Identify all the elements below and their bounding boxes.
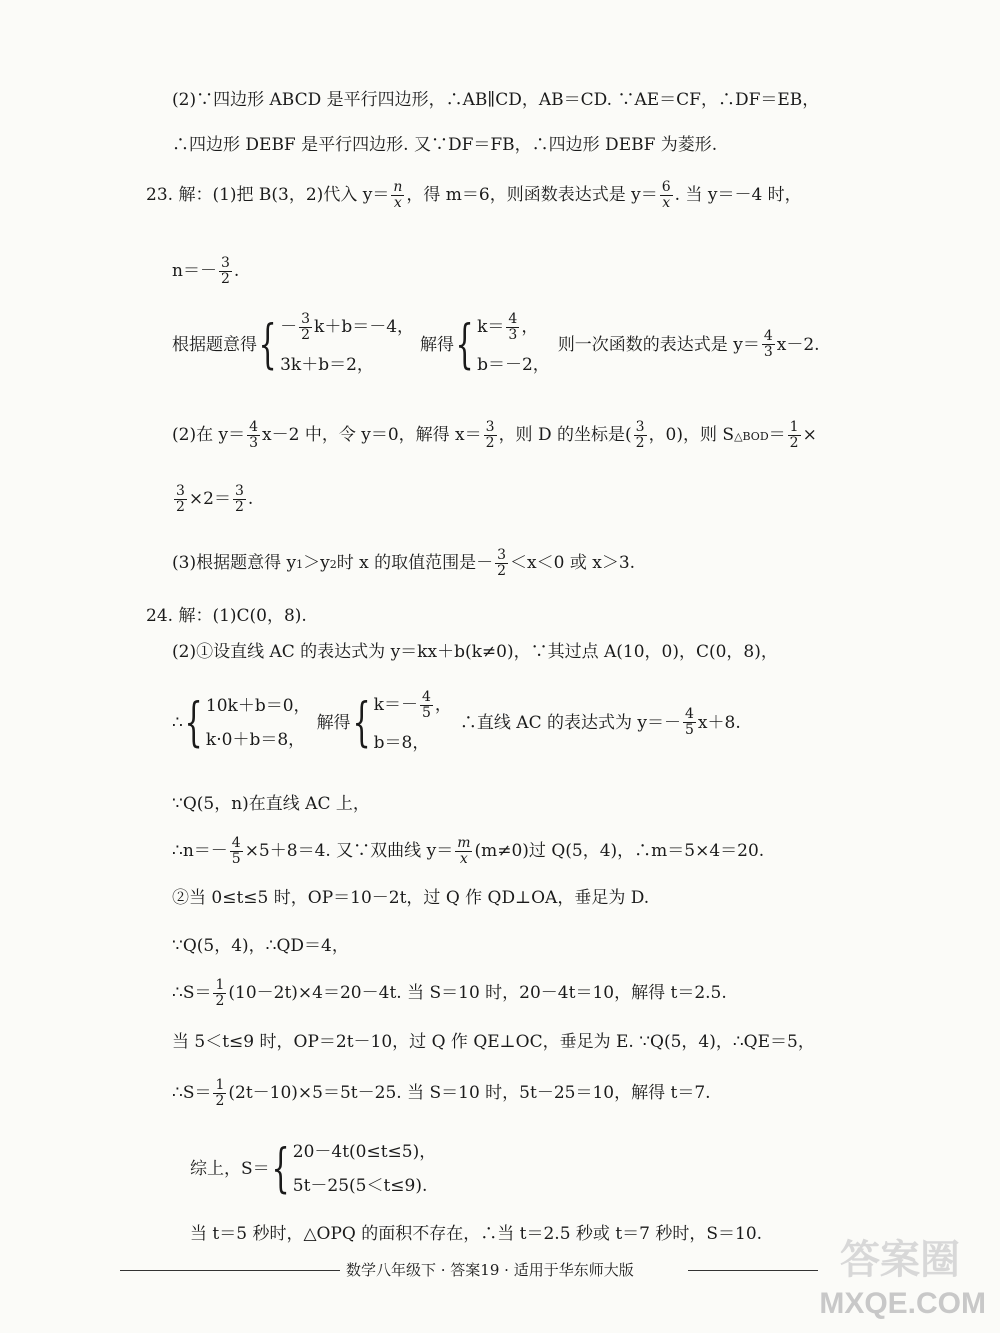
text: 根据题意得 [172,334,257,355]
text: x－2. [776,334,820,355]
line-rhombus-conclusion: ∴四边形 DEBF 是平行四边形. 又∵DF＝FB，∴四边形 DEBF 为菱形. [172,135,718,155]
line-q23-part2: (2)在 y＝ $\frac{4}{3}$ x－2 中，令 y＝0，解得 x＝ $\frac{3}{2}$ ，则 D 的坐标是( $\frac{3}{2}$ ，0)，则 S△BOD＝ $\frac{1}{2}$ × [172,419,817,451]
line-parallelogram-proof: (2)∵四边形 ABCD 是平行四边形，∴AB∥CD，AB＝CD. ∵AE＝CF，∴DF＝EB， [172,90,820,110]
brace: { [258,314,277,375]
equation-system-2 [454,312,550,377]
equation-system-1 [257,312,414,377]
line-piecewise-s: 综上，S＝ { 20－4t(0≤t≤5)， 5t－25(5＜t≤9). [190,1139,437,1199]
line-area-result: $\frac{3}{2}$ ×2＝ $\frac{3}{2}$ . [176,483,254,515]
text: 解得 [420,334,455,355]
line-case-2: 当 5＜t≤9 时，OP＝2t－10，过 Q 作 QE⊥OC，垂足为 E. ∵Q(5，4)，∴QE＝5， [172,1032,815,1052]
line-q-on-ac: ∵Q(5，n)在直线 AC 上， [172,794,370,814]
piecewise-system: { 20－4t(0≤t≤5)， 5t－25(5＜t≤9). [271,1139,437,1199]
line-qd: ∵Q(5，4)，∴QD＝4， [172,936,349,956]
text: 23. 解：(1)把 B(3，2)代入 y＝ [146,185,390,205]
line-q24-line-ac: (2)①设直线 AC 的表达式为 y＝kx＋b(k≠0)，∵其过点 A(10，0)，C(0，8)， [172,642,778,662]
fraction-n-over-x: $\frac{n}{x}$ [393,179,403,211]
line-case-1: ②当 0≤t≤5 时，OP＝10－2t，过 Q 作 QD⊥OA，垂足为 D. [172,888,650,908]
watermark-logo: 答案圈 [840,1236,960,1283]
fraction-3-over-2: $\frac{3}{2}$ [220,255,230,287]
watermark-url: MXQE.COM [819,1287,986,1320]
system-row: b＝－2， [477,355,550,375]
line-q24-part1: 24. 解：(1)C(0，8). [146,606,307,626]
text: . [233,261,240,281]
system-row: 3k＋b＝2， [280,355,374,375]
line-ac-system: ∴ { 10k＋b＝0， k·0＋b＝8， 解得 { k＝－ $\frac{4}{5}$ ， b＝8， ∴直线 AC 的表达式为 y＝－ $\frac{4}{5}$ x＋8. [172,689,741,753]
line-s-case-2: ∴S＝ $\frac{1}{2}$ (2t－10)×5＝5t－25. 当 S＝10 时，5t－25＝10，解得 t＝7. [172,1077,711,1109]
line-q23-part3: (3)根据题意得 y1＞y2时 x 的取值范围是－ $\frac{3}{2}$ ＜x＜0 或 x＞3. [172,547,636,579]
text: . 当 y＝－4 时， [674,185,802,205]
text: ，得 m＝6，则函数表达式是 y＝ [406,185,658,205]
fraction-4-over-3: $\frac{4}{3}$ [763,328,773,360]
line-q23-part1 [146,180,802,211]
system-row: － $\frac{3}{2}$ k＋b＝－4， [280,311,415,343]
text: n＝－ [172,261,217,281]
brace: { [455,314,474,375]
line-conclusion: 当 t＝5 秒时，△OPQ 的面积不存在，∴当 t＝2.5 秒或 t＝7 秒时，S＝10. [190,1224,763,1244]
line-m-value: ∴n＝－ $\frac{4}{5}$ ×5＋8＝4. 又∵双曲线 y＝ $\frac{m}{x}$ (m≠0)过 Q(5，4)，∴m＝5×4＝20. [172,835,765,867]
line-linear-system [172,312,820,377]
footer-rule-left [120,1270,340,1271]
equation-system-4: { k＝－ $\frac{4}{5}$ ， b＝8， [352,689,452,753]
line-s-case-1: ∴S＝ $\frac{1}{2}$ (10－2t)×4＝20－4t. 当 S＝10 时，20－4t＝10，解得 t＝2.5. [172,977,727,1009]
line-n-value [172,256,239,287]
footer-text: 数学八年级下 · 答案19 · 适用于华东师大版 [346,1261,634,1279]
text: 则一次函数的表达式是 y＝ [557,334,760,355]
equation-system-3: { 10k＋b＝0， k·0＋b＝8， [184,692,311,753]
fraction-6-over-x: $\frac{6}{x}$ [661,179,671,211]
system-row: k＝ $\frac{4}{3}$ ， [477,311,539,343]
footer-rule-right [688,1270,818,1271]
